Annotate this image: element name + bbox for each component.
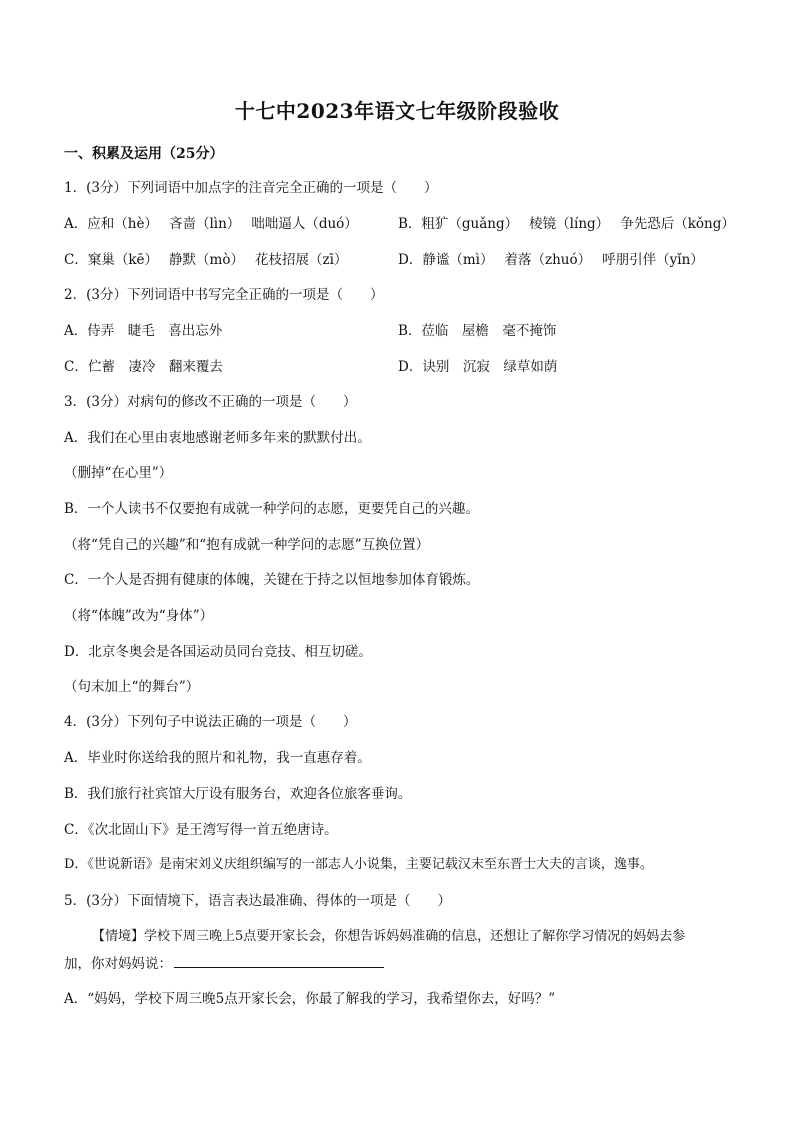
section-heading: 一、积累及运用（25分） [64, 146, 224, 162]
question-4-stem: 4．(3分）下列句子中说法正确的一项是（ ） [64, 714, 357, 730]
question-4-line: C．《次北固山下》是王湾写得一首五绝唐诗。 [64, 822, 338, 838]
question-3-line: （将“凭自己的兴趣”和“抱有成就一种学问的志愿”互换位置） [64, 537, 430, 553]
question-1-option-a: A．应和（hè） 吝啬（lìn） 咄咄逼人（duó） [64, 216, 358, 232]
question-5-option-a: A．“妈妈，学校下周三晚5点开家长会，你最了解我的学习，我希望你去，好吗？” [64, 991, 556, 1007]
question-4-line: D．《世说新语》是南宋刘义庆组织编写的一部志人小说集，主要记载汉末至东晋士大夫的言谈，逸事。 [64, 857, 653, 872]
question-3-line: C．一个人是否拥有健康的体魄，关键在于持之以恒地参加体育锻炼。 [64, 572, 480, 588]
question-3-line: （删掉“在心里”） [64, 465, 173, 481]
question-1-stem: 1．(3分）下列词语中加点字的注音完全正确的一项是（ ） [64, 180, 438, 196]
question-1-option-d: D．静谧（mì） 着落（zhuó） 呼朋引伴（yǐn） [398, 252, 704, 268]
question-5-situation-text: 加，你对妈妈说： [64, 956, 172, 972]
exam-title: 十七中2023年语文七年级阶段验收 [234, 99, 560, 123]
question-2-option-b: B．莅临 屋檐 毫不掩饰 [398, 323, 557, 339]
question-3-line: （句末加上“的舞台”） [64, 679, 200, 695]
question-3-line: （将“体魄”改为“身体”） [64, 608, 214, 624]
question-5-situation: 【情境】学校下周三晚上5点要开家长会，你想告诉妈妈准确的信息，还想让了解你学习情况的妈妈去参 [92, 929, 686, 944]
answer-blank[interactable] [174, 953, 384, 968]
question-5-situation-end [64, 953, 384, 974]
question-2-option-c: C．伫蓄 凄冷 翻来覆去 [64, 359, 223, 375]
question-3-line: A．我们在心里由衷地感谢老师多年来的默默付出。 [64, 430, 371, 446]
question-3-line: D．北京冬奥会是各国运动员同台竞技、相互切磋。 [64, 644, 372, 660]
question-1-option-c: C．窠巢（kē） 静默（mò） 花枝招展（zī） [64, 252, 348, 268]
question-4-line: B．我们旅行社宾馆大厅设有服务台，欢迎各位旅客垂询。 [64, 786, 412, 802]
question-2-option-d: D．诀别 沉寂 绿草如荫 [398, 359, 558, 375]
question-4-line: A．毕业时你送给我的照片和礼物，我一直惠存着。 [64, 750, 371, 766]
question-2-option-a: A．侍弄 睫毛 喜出忘外 [64, 323, 223, 339]
question-3-line: B．一个人读书不仅要抱有成就一种学问的志愿，更要凭自己的兴趣。 [64, 501, 479, 517]
question-3-stem: 3．(3分）对病句的修改不正确的一项是（ ） [64, 394, 357, 410]
question-5-stem: 5．(3分）下面情境下，语言表达最准确、得体的一项是（ ） [64, 893, 451, 909]
question-1-option-b: B．粗犷（guǎng） 棱镜（líng） 争先恐后（kǒng） [398, 216, 735, 232]
question-2-stem: 2．(3分）下列词语中书写完全正确的一项是（ ） [64, 287, 384, 303]
